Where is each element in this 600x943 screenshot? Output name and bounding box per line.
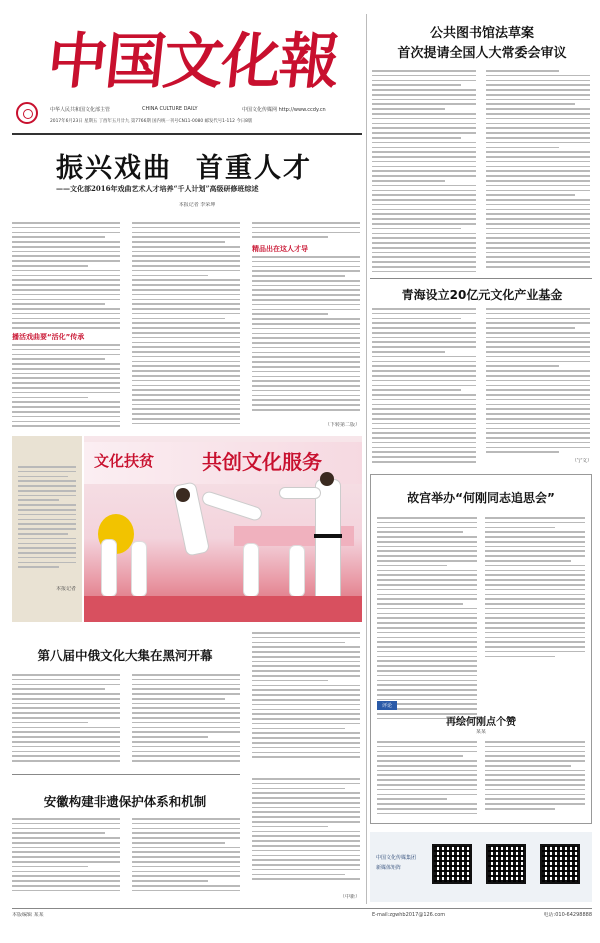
masthead-info: 2017年6月23日 星期五 丁酉年五月廿九 第7766期 国内统一刊号CN11-0080 邮发代号1-112 今日8版 — [50, 119, 253, 124]
qr-label-1: 中国文化传媒集团 — [376, 855, 417, 861]
masthead-title: 中国文化報 — [43, 27, 342, 97]
photo-block — [12, 436, 362, 626]
article-library-law-title-1: 公共图书馆法草案 — [429, 26, 534, 41]
photo-banner-text-2: 文化扶贫 — [94, 452, 155, 470]
photo-caption — [12, 436, 82, 622]
qr-code-icon[interactable] — [540, 844, 580, 884]
masthead-subtitle-cn: 中华人民共和国文化部主管 — [50, 107, 111, 113]
masthead-website: 中国文化传媒网 http://www.ccdy.cn — [242, 107, 326, 113]
lead-subheading-1: 播活戏曲要“活化”传承 — [12, 333, 85, 341]
photo-credit: 本报记者 — [55, 586, 76, 592]
article-palace-box — [370, 474, 592, 824]
news-photo — [84, 436, 362, 622]
lead-title-2: 首重人才 — [196, 153, 312, 184]
article-heihe-title: 第八届中俄文化大集在黑河开幕 — [37, 648, 213, 663]
footer-phone: 电话:010-64298888 — [543, 912, 592, 918]
article-anhui — [12, 778, 362, 904]
article-qinghai-note: （宁文） — [571, 458, 592, 464]
qr-label-2: 新媒体矩阵 — [376, 865, 402, 871]
article-library-law-title-2: 首次提请全国人大常委会审议 — [397, 46, 567, 61]
article-qinghai — [372, 282, 592, 468]
footer-email: E-mail:zgwhb2017@126.com — [372, 912, 446, 918]
lead-subheading-2: 精品出在这人才导 — [252, 245, 308, 253]
article-anhui-title: 安徽构建非遗保护体系和机制 — [43, 794, 207, 809]
lead-subtitle: ——文化部2016年戏曲艺术人才培养“千人计划”高级研修班综述 — [56, 184, 259, 193]
masthead — [12, 14, 362, 132]
lead-title-1: 振兴戏曲 — [56, 153, 172, 184]
qr-code-icon[interactable] — [486, 844, 526, 884]
footer-editor: 本版编辑 某某 — [12, 912, 44, 918]
comment-tag: 评论 — [377, 701, 397, 710]
article-heihe — [12, 632, 362, 772]
footer — [12, 912, 592, 926]
masthead-subtitle-en: CHINA CULTURE DAILY — [142, 106, 198, 112]
article-anhui-note: （中新） — [339, 894, 360, 900]
qr-block — [370, 832, 592, 902]
article-palace-title: 故宫举办“何刚同志追思会” — [407, 491, 555, 505]
article-library-law — [372, 18, 592, 286]
masthead-seal-icon — [16, 102, 38, 124]
lead-byline: 本报记者 李荣坤 — [178, 202, 216, 208]
comment-author: 某某 — [475, 729, 486, 735]
comment-title: 再绘何刚点个赞 — [446, 717, 516, 728]
photo-banner-text: 共创文化服务 — [202, 450, 322, 474]
lead-article — [12, 138, 362, 432]
article-qinghai-title: 青海设立20亿元文化产业基金 — [401, 288, 563, 302]
qr-code-icon[interactable] — [432, 844, 472, 884]
lead-continue-note: （下转第二版） — [324, 422, 360, 428]
